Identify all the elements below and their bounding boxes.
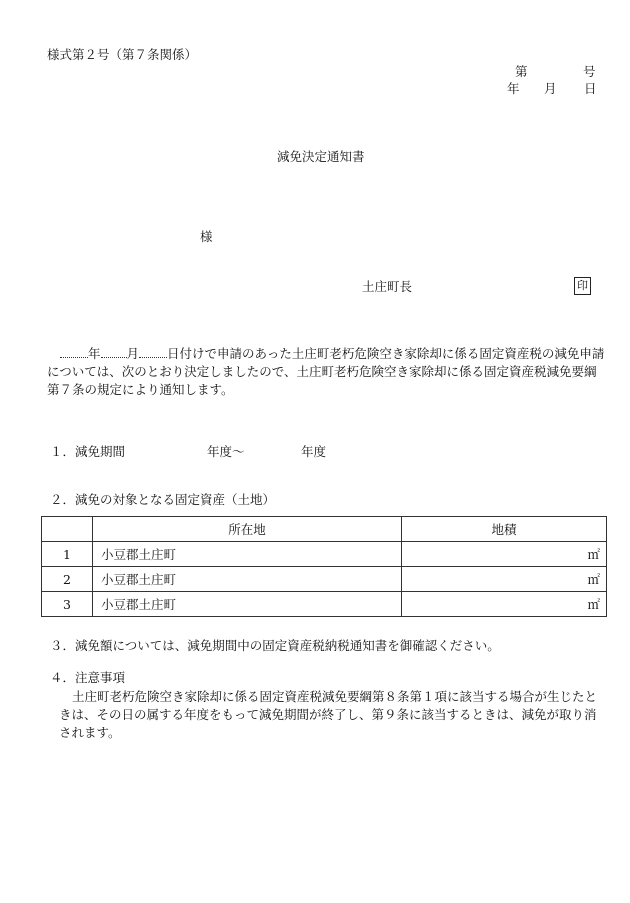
assets-table <box>41 516 607 617</box>
row-number: 1 <box>42 542 93 567</box>
row-area-unit: ㎡ <box>402 542 607 567</box>
header-no <box>42 517 93 542</box>
date-month: 月 <box>544 81 557 96</box>
period-to: 年度 <box>301 444 327 459</box>
row-location: 小豆郡土庄町 <box>93 542 402 567</box>
date-year: 年 <box>507 81 520 96</box>
section-assets-label: ２．減免の対象となる固定資産（土地） <box>50 492 276 507</box>
body-month: 月 <box>126 346 140 361</box>
table-row <box>42 567 607 592</box>
section-caution-text: 土庄町老朽危険空き家除却に係る固定資産税減免要綱第８条第１項に該当する場合が生じたときは、その日の属する年度をもって減免期間が終了し、第９条に該当するときは、減免が取り消されます。 <box>59 689 598 740</box>
table-row <box>42 542 607 567</box>
row-area-unit: ㎡ <box>402 592 607 617</box>
blank-month <box>101 345 127 358</box>
section-amount-note: ３．減免額については、減免期間中の固定資産税納税通知書を御確認ください。 <box>50 638 500 653</box>
period-label: １．減免期間 <box>50 444 126 459</box>
row-number: 3 <box>42 592 93 617</box>
seal-mark: 印 <box>574 277 591 295</box>
issuer-name: 土庄町長 <box>362 279 413 294</box>
reference-number <box>515 64 596 79</box>
table-header-row <box>42 517 607 542</box>
notice-body <box>47 345 607 399</box>
document-title: 減免決定通知書 <box>277 149 365 164</box>
row-location: 小豆郡土庄町 <box>93 567 402 592</box>
blank-year <box>60 345 88 358</box>
form-number: 様式第２号（第７条関係） <box>47 47 198 62</box>
row-area-unit: ㎡ <box>402 567 607 592</box>
recipient-suffix: 様 <box>200 229 213 244</box>
body-text: 日付けで申請のあった土庄町老朽危険空き家除却に係る固定資産税の減免申請については、次のとおり決定しましたので、土庄町老朽危険空き家除却に係る固定資産税減免要綱第７条の規定により通知します。 <box>47 346 605 397</box>
period-from: 年度～ <box>207 444 245 459</box>
section-caution-label: ４．注意事項 <box>50 670 126 685</box>
table-row <box>42 592 607 617</box>
row-location: 小豆郡土庄町 <box>93 592 402 617</box>
header-location: 所在地 <box>93 517 402 542</box>
blank-day <box>139 345 167 358</box>
header-area: 地積 <box>402 517 607 542</box>
reference-go: 号 <box>583 64 596 79</box>
row-number: 2 <box>42 567 93 592</box>
body-year: 年 <box>88 346 101 361</box>
date-day: 日 <box>584 81 597 96</box>
reference-dai: 第 <box>515 64 528 79</box>
